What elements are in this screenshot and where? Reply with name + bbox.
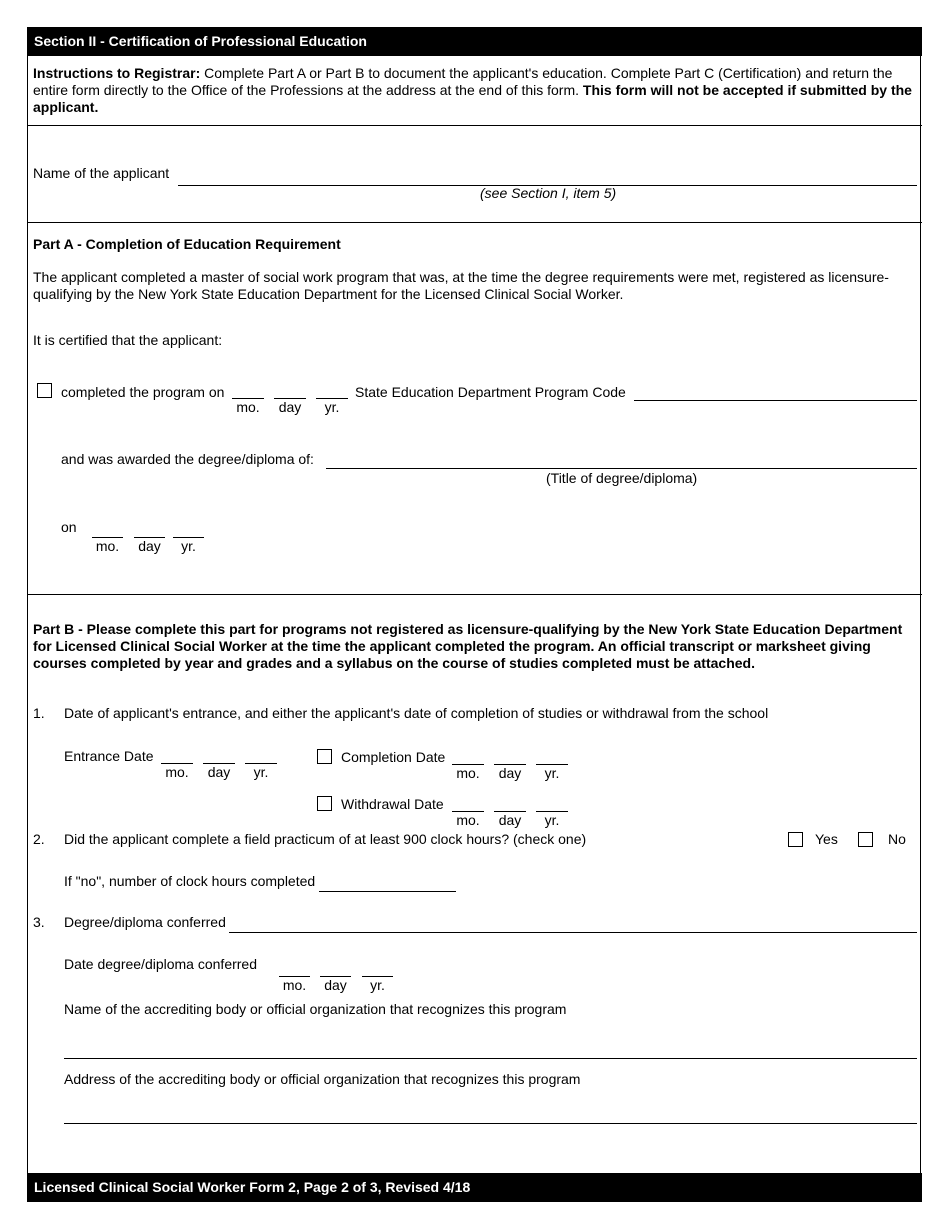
part-b-title: Part B - Please complete this part for programs not registered as licensure-qualifying by the New York State Education Department for Licensed Clinical Social Worker at the time the applicant completed the program. An official transcript or marksheet giving courses completed by year and grades and a syllabus on the course of studies completed must be attached. (33, 621, 903, 671)
instructions-warning: This form will not be accepted if submitted by the applicant. (33, 82, 912, 115)
part-a-title: Part A - Completion of Education Requirement (33, 236, 341, 252)
practicum-no-label: No (888, 831, 906, 847)
completed-label: completed the program on (61, 384, 225, 400)
degree-title-note: (Title of degree/diploma) (546, 470, 698, 486)
completed-checkbox[interactable] (37, 383, 52, 398)
date-day: day (203, 763, 235, 778)
q2-text: Did the applicant complete a field practicum of at least 900 clock hours? (check one) (64, 831, 587, 847)
date-day: day (494, 811, 526, 826)
practicum-yes-label: Yes (815, 831, 838, 847)
date-day: day (320, 976, 351, 991)
applicant-name-label: Name of the applicant (33, 165, 170, 181)
accrediting-address-field[interactable] (64, 1123, 917, 1124)
date-year: yr. (173, 537, 204, 552)
program-code-label: State Education Department Program Code (355, 384, 626, 400)
date-day: day (494, 764, 526, 779)
date-year: yr. (316, 398, 348, 413)
withdrawal-checkbox[interactable] (317, 796, 332, 811)
instructions-lead: Instructions to Registrar: (33, 65, 201, 81)
q3-text: Degree/diploma conferred (64, 914, 226, 930)
q1-number: 1. (33, 705, 45, 721)
date-month: mo. (161, 763, 193, 778)
awarded-label: and was awarded the degree/diploma of: (61, 451, 314, 467)
accrediting-name-field[interactable] (64, 1058, 917, 1059)
completion-checkbox[interactable] (317, 749, 332, 764)
date-month: mo. (452, 811, 484, 826)
q2-number: 2. (33, 831, 45, 847)
q1-text: Date of applicant's entrance, and either the applicant's date of completion of studies or withdrawal from the school (64, 705, 769, 721)
date-month: mo. (452, 764, 484, 779)
date-year: yr. (245, 763, 277, 778)
form-frame (27, 27, 921, 1202)
date-month: mo. (279, 976, 310, 991)
hours-label: If "no", number of clock hours completed (64, 873, 316, 889)
date-day: day (134, 537, 165, 552)
date-year: yr. (536, 764, 568, 779)
date-year: yr. (536, 811, 568, 826)
q3-number: 3. (33, 914, 45, 930)
practicum-yes-checkbox[interactable] (788, 832, 803, 847)
degree-title-field[interactable] (326, 468, 917, 469)
divider (27, 222, 922, 223)
certified-text: It is certified that the applicant: (33, 332, 223, 348)
on-label: on (61, 519, 77, 535)
instructions (33, 65, 913, 116)
practicum-no-checkbox[interactable] (858, 832, 873, 847)
section-title: Section II - Certification of Professional Education (27, 27, 922, 56)
footer: Licensed Clinical Social Worker Form 2, Page 2 of 3, Revised 4/18 (27, 1173, 922, 1202)
hours-field[interactable] (319, 891, 456, 892)
withdrawal-date-label: Withdrawal Date (341, 796, 444, 812)
date-conferred-label: Date degree/diploma conferred (64, 956, 258, 972)
applicant-name-note: (see Section I, item 5) (480, 185, 617, 201)
date-month: mo. (92, 537, 123, 552)
divider (27, 125, 922, 126)
date-month: mo. (232, 398, 264, 413)
date-year: yr. (362, 976, 393, 991)
divider (27, 594, 922, 595)
program-code-field[interactable] (634, 400, 917, 401)
date-day: day (274, 398, 306, 413)
part-a-intro: The applicant completed a master of social work program that was, at the time the degree requirements were met, registered as licensure-qualifying by the New York State Education Department for the Licensed Clinical Social Worker. (33, 269, 889, 302)
entrance-date-label: Entrance Date (64, 748, 154, 764)
accrediting-name-label: Name of the accrediting body or official organization that recognizes this program (64, 1001, 567, 1017)
instructions-text: Complete Part A or Part B to document the applicant's education. Complete Part C (Certification) and return the entire form directly to the Office of the Professions at the address at the end of this form. (33, 65, 893, 98)
degree-conferred-field[interactable] (229, 932, 917, 933)
completion-date-label: Completion Date (341, 749, 446, 765)
accrediting-address-label: Address of the accrediting body or official organization that recognizes this program (64, 1071, 581, 1087)
